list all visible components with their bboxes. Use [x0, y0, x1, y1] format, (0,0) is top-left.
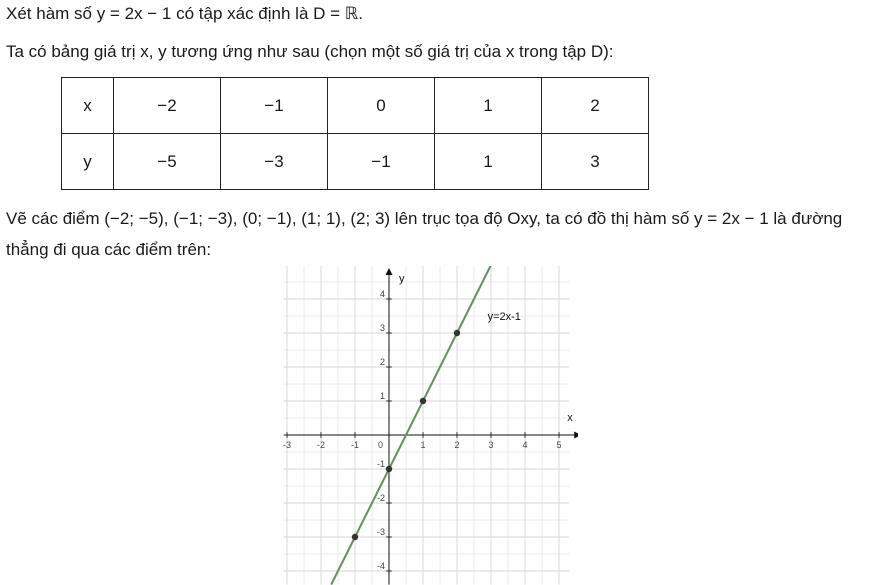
y-tick-label: 4 [379, 289, 385, 299]
table-cell-y: −3 [221, 134, 328, 190]
description-paragraph: Vẽ các điểm (−2; −5), (−1; −3), (0; −1), (1; 1), (2; 3) lên trục tọa độ Oxy, ta có đồ thị hàm số y = 2x − 1 là đường thẳng đi qua các điểm trên: [6, 209, 843, 259]
table-cell-y: 1 [435, 134, 542, 190]
data-point [454, 330, 460, 336]
y-tick-label: 2 [379, 357, 385, 367]
x-tick-label: 3 [488, 440, 494, 450]
table-row-x [62, 78, 649, 134]
origin-label: 0 [377, 440, 383, 450]
y-tick-label: 3 [379, 323, 385, 333]
value-table [61, 77, 649, 190]
table-cell-y: 3 [542, 134, 649, 190]
table-cell-x: 1 [435, 78, 542, 134]
y-axis-arrow-icon [386, 268, 393, 275]
x-axis-label: x [567, 412, 573, 424]
table-cell-y: −5 [114, 134, 221, 190]
table-cell-x: 2 [542, 78, 649, 134]
x-tick-label: 4 [522, 440, 528, 450]
table-header-y: y [62, 134, 114, 190]
table-cell-x: −2 [114, 78, 221, 134]
y-tick-label: -4 [376, 561, 385, 571]
table-cell-x: −1 [221, 78, 328, 134]
intro-line-2: Ta có bảng giá trị x, y tương ứng như sau (chọn một số giá trị của x trong tập D): [6, 42, 614, 61]
x-tick-label: 2 [454, 440, 460, 450]
intro-line-1: Xét hàm số y = 2x − 1 có tập xác định là D = ℝ. [6, 4, 363, 23]
y-tick-label: -3 [376, 527, 385, 537]
x-tick-label: 1 [420, 440, 426, 450]
x-tick-label: -3 [282, 440, 292, 450]
x-tick-label: -1 [350, 440, 360, 450]
y-axis-label: y [399, 273, 405, 285]
function-graph [278, 266, 578, 585]
data-point [352, 534, 358, 540]
x-tick-label: -2 [316, 440, 326, 450]
x-axis-arrow-icon [574, 432, 578, 439]
data-point [420, 398, 426, 404]
data-point [386, 466, 392, 472]
x-tick-label: 5 [556, 440, 562, 450]
series-label: y=2x-1 [487, 311, 521, 323]
table-cell-y: −1 [328, 134, 435, 190]
table-header-x: x [62, 78, 114, 134]
table-cell-x: 0 [328, 78, 435, 134]
table-row-y [62, 134, 649, 190]
y-tick-label: -1 [376, 459, 385, 469]
y-tick-label: -2 [376, 493, 385, 503]
y-tick-label: 1 [379, 391, 385, 401]
